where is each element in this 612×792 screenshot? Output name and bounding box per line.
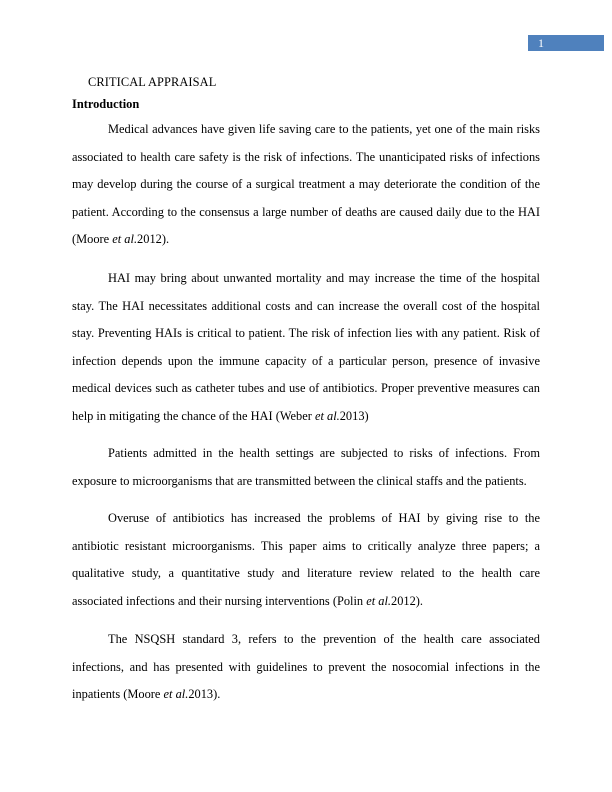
body-paragraph <box>72 505 540 615</box>
body-paragraph <box>72 626 540 709</box>
page-number: 1 <box>538 36 544 50</box>
body-paragraph <box>72 116 540 254</box>
paragraph-text: The NSQSH standard 3, refers to the prevention of the health care associated infections, and has presented with guidelines to prevent the nosocomial infections in the inpatients (Moore <box>72 632 540 701</box>
body-paragraph <box>72 440 540 495</box>
section-heading: Introduction <box>72 97 140 111</box>
citation-italic: et al. <box>314 408 340 423</box>
running-header-title: CRITICAL APPRAISAL <box>88 75 217 89</box>
citation-year: 2013). <box>188 687 221 701</box>
paragraph-text: Patients admitted in the health settings are subjected to risks of infections. From exposure to microorganisms that are transmitted between the clinical staffs and the patients. <box>72 446 540 488</box>
citation-year: 2012). <box>391 593 424 608</box>
paragraph-text: Medical advances have given life saving care to the patients, yet one of the main risks associated to health care safety is the risk of infections. The unanticipated risks of infections may develop during the course of a surgical treatment a may deteriorate the condition of the patient. According to the consensus a large number of deaths are caused daily due to the HAI (Moore <box>72 122 540 246</box>
citation-year: 2012). <box>137 232 170 246</box>
body-paragraph <box>72 265 540 430</box>
paragraph-text: HAI may bring about unwanted mortality and may increase the time of the hospital stay. The HAI necessitates additional costs and can increase the overall cost of the hospital stay. Preventing HAIs is critical to patient. The risk of infection lies with any patient. Risk of infection depends upon the immune capacity of a particular person, presence of invasive medical devices such as catheter tubes and use of antibiotics. Proper preventive measures can help in mitigating the chance of the HAI (Weber <box>72 271 540 423</box>
page-number-bar <box>528 35 604 51</box>
paragraph-text: Overuse of antibiotics has increased the problems of HAI by giving rise to the antibiotic resistant microorganisms. This paper aims to critically analyze three papers; a qualitative study, a quantitative study and literature review related to the health care associated infections and their nursing interventions (Polin <box>72 511 540 608</box>
citation-italic: et al. <box>366 593 391 608</box>
citation-year: 2013) <box>339 408 369 423</box>
citation-italic: et al. <box>112 232 138 246</box>
citation-italic: et al. <box>163 687 189 701</box>
